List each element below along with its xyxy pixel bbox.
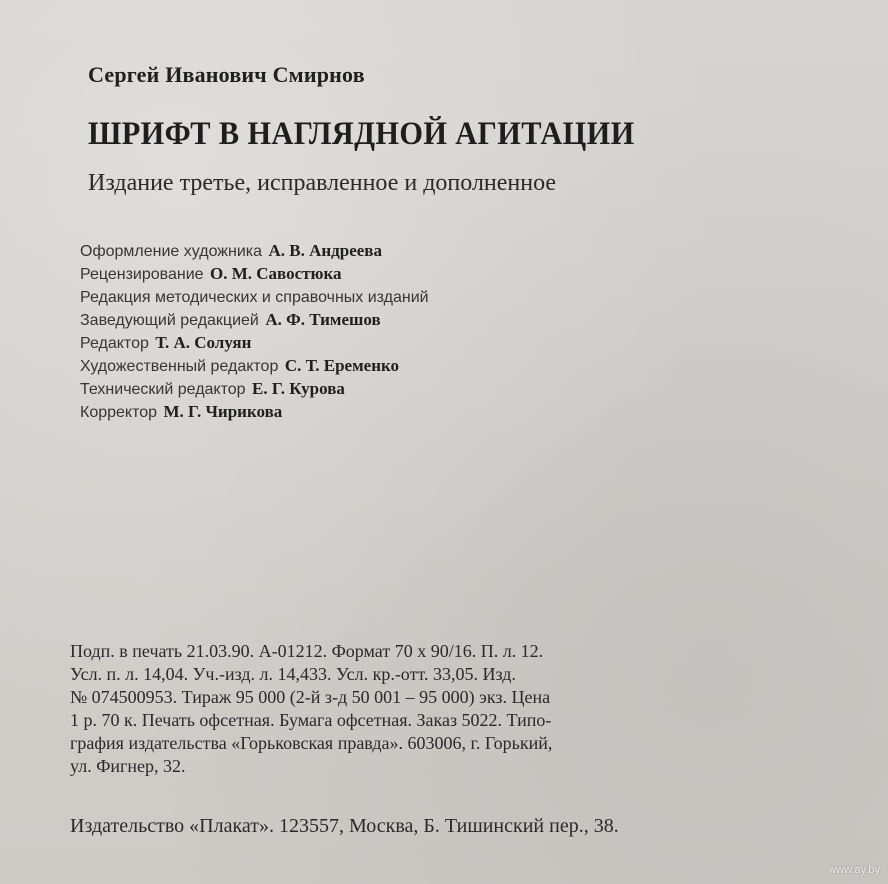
edition-subtitle: Издание третье, исправленное и дополненное [88, 170, 557, 196]
credit-name: С. Т. Еременко [284, 356, 400, 375]
credit-line [80, 240, 431, 263]
printing-line: № 074500953. Тираж 95 000 (2-й з-д 50 001 – 95 000) экз. Цена [70, 687, 551, 707]
credit-role: Художественный редактор [80, 358, 279, 375]
credit-name: Т. А. Солуян [155, 333, 252, 352]
printing-line: ул. Фигнер, 32. [70, 756, 186, 776]
credit-role: Заведующий редакцией [80, 312, 259, 329]
credit-name: М. Г. Чирикова [163, 402, 283, 421]
author-name: Сергей Иванович Смирнов [88, 62, 365, 87]
credit-name: О. М. Савостюка [210, 264, 342, 283]
publisher-address: Издательство «Плакат». 123557, Москва, Б. Тишинский пер., 38. [70, 815, 619, 837]
credit-name: Е. Г. Курова [252, 379, 345, 398]
credit-role: Редактор [80, 335, 149, 352]
credit-name: А. Ф. Тимешов [265, 310, 381, 329]
credit-line [80, 263, 431, 286]
printing-line: Подп. в печать 21.03.90. А-01212. Формат 70 х 90/16. П. л. 12. [70, 641, 544, 661]
credit-line [80, 401, 431, 424]
printing-line: Усл. п. л. 14,04. Уч.-изд. л. 14,433. Усл. кр.-отт. 33,05. Изд. [70, 664, 516, 684]
credit-role: Редакция методических и справочных изданий [80, 289, 429, 306]
credit-name: А. В. Андреева [268, 241, 382, 260]
credit-line [80, 309, 431, 332]
credit-line [80, 286, 431, 309]
site-watermark: www.ay.by [828, 864, 880, 876]
printing-line: графия издательства «Горьковская правда». 603006, г. Горький, [70, 733, 553, 753]
credit-line [80, 332, 431, 355]
printing-details [70, 640, 750, 778]
credit-line [80, 355, 431, 378]
credits-list [80, 240, 431, 424]
book-title: ШРИФТ В НАГЛЯДНОЙ АГИТАЦИИ [88, 116, 635, 152]
credit-role: Технический редактор [80, 381, 246, 398]
credit-line [80, 378, 431, 401]
credit-role: Оформление художника [80, 243, 263, 260]
credit-role: Рецензирование [80, 266, 204, 283]
credit-role: Корректор [80, 404, 158, 421]
printing-line: 1 р. 70 к. Печать офсетная. Бумага офсетная. Заказ 5022. Типо- [70, 710, 552, 730]
